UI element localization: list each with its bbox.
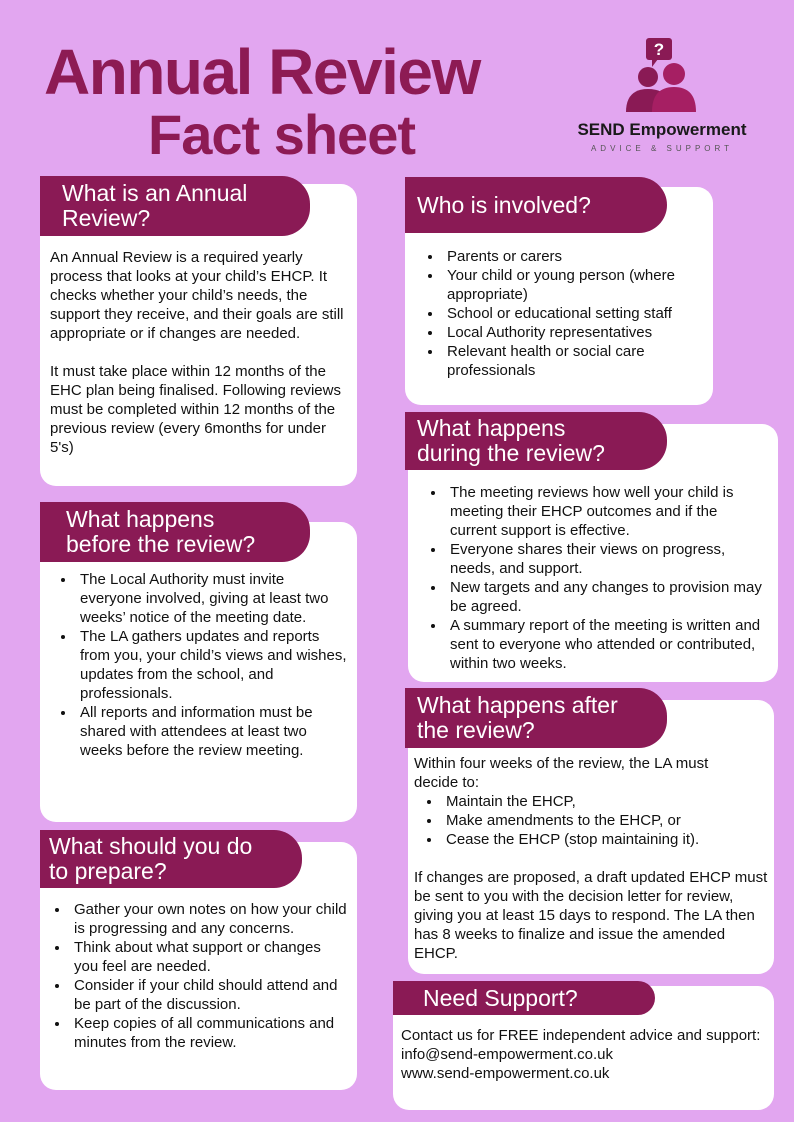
heading-support-text: Need Support? [423,984,578,1011]
heading-before-line1: What happens [66,506,215,532]
heading-prepare-line2: to prepare? [49,858,167,884]
heading-during [405,412,667,470]
heading-after [405,688,667,748]
list-item: • Parents or carers [443,247,707,266]
list-item: • Maintain the EHCP, [442,792,772,811]
heading-who-text: Who is involved? [417,191,591,218]
support-email[interactable]: info@send-empowerment.co.uk [401,1046,613,1063]
heading-during-line1: What happens [417,415,566,441]
support-website[interactable]: www.send-empowerment.co.uk [401,1065,610,1082]
heading-after-line2: the review? [417,717,535,743]
heading-prepare [40,830,302,888]
list-item: • Local Authority representatives [443,323,707,342]
heading-prepare-line1: What should you do [49,833,253,859]
heading-support [393,981,655,1015]
page-title: Annual Review [44,36,480,108]
logo-name: SEND Empowerment [577,120,747,139]
list-item: • School or educational setting staff [443,304,707,323]
list-item: • New targets and any changes to provision may be agreed. [446,578,766,616]
list-item: • Relevant health or social care professionals [443,342,707,380]
list-item: • Everyone shares their views on progress, needs, and support. [446,540,766,578]
list-item: • A summary report of the meeting is written and sent to everyone who attended or contributed, within two weeks. [446,616,766,673]
page-subtitle: Fact sheet [148,103,415,166]
list-item: • Keep copies of all communications and minutes from the review. [70,1014,347,1052]
after-para: If changes are proposed, a draft updated EHCP must be sent to you with the decision letter for review, giving you at least 15 days to respond. The LA then has 8 weeks to finalize and issue the amended EHCP. [414,869,768,962]
list-item: • All reports and information must be shared with attendees at least two weeks before the review meeting. [76,703,347,760]
logo-tagline: ADVICE & SUPPORT [590,144,734,153]
list-item: • Your child or young person (where appropriate) [443,266,707,304]
after-intro: Within four weeks of the review, the LA must decide to: [414,755,709,791]
what-is-para2: It must take place within 12 months of the EHC plan being finalised. Following reviews must be completed within 12 months of the previous review (every 6months for under 5's) [50,363,341,456]
card-before [40,522,357,822]
list-item: • Make amendments to the EHCP, or [442,811,772,830]
people-question-icon [624,38,700,114]
heading-what-is-text: What is an Annual Review? [62,180,248,231]
heading-before-line2: before the review? [66,531,256,557]
heading-during-line2: during the review? [417,440,605,466]
list-item: • The LA gathers updates and reports from you, your child’s views and wishes, updates from the school, and professionals. [76,627,347,703]
list-item: • The Local Authority must invite everyone involved, giving at least two weeks’ notice of the meeting date. [76,570,347,627]
list-item: • Gather your own notes on how your child is progressing and any concerns. [70,900,347,938]
list-item: • The meeting reviews how well your child is meeting their EHCP outcomes and if the current support is effective. [446,483,766,540]
heading-who [405,177,667,233]
list-item: • Cease the EHCP (stop maintaining it). [442,830,772,849]
question-mark: ? [653,40,665,59]
what-is-para1: An Annual Review is a required yearly process that looks at your child’s EHCP. It checks whether your child’s needs, the support they receive, and their goals are still appropriate or if changes are needed. [50,249,344,342]
logo [556,38,768,158]
heading-after-line1: What happens after [417,692,618,718]
list-item: • Think about what support or changes you feel are needed. [70,938,347,976]
heading-before [40,502,310,562]
list-item: • Consider if your child should attend and be part of the discussion. [70,976,347,1014]
heading-what-is [40,176,310,236]
support-text: Contact us for FREE independent advice and support: [401,1027,761,1044]
